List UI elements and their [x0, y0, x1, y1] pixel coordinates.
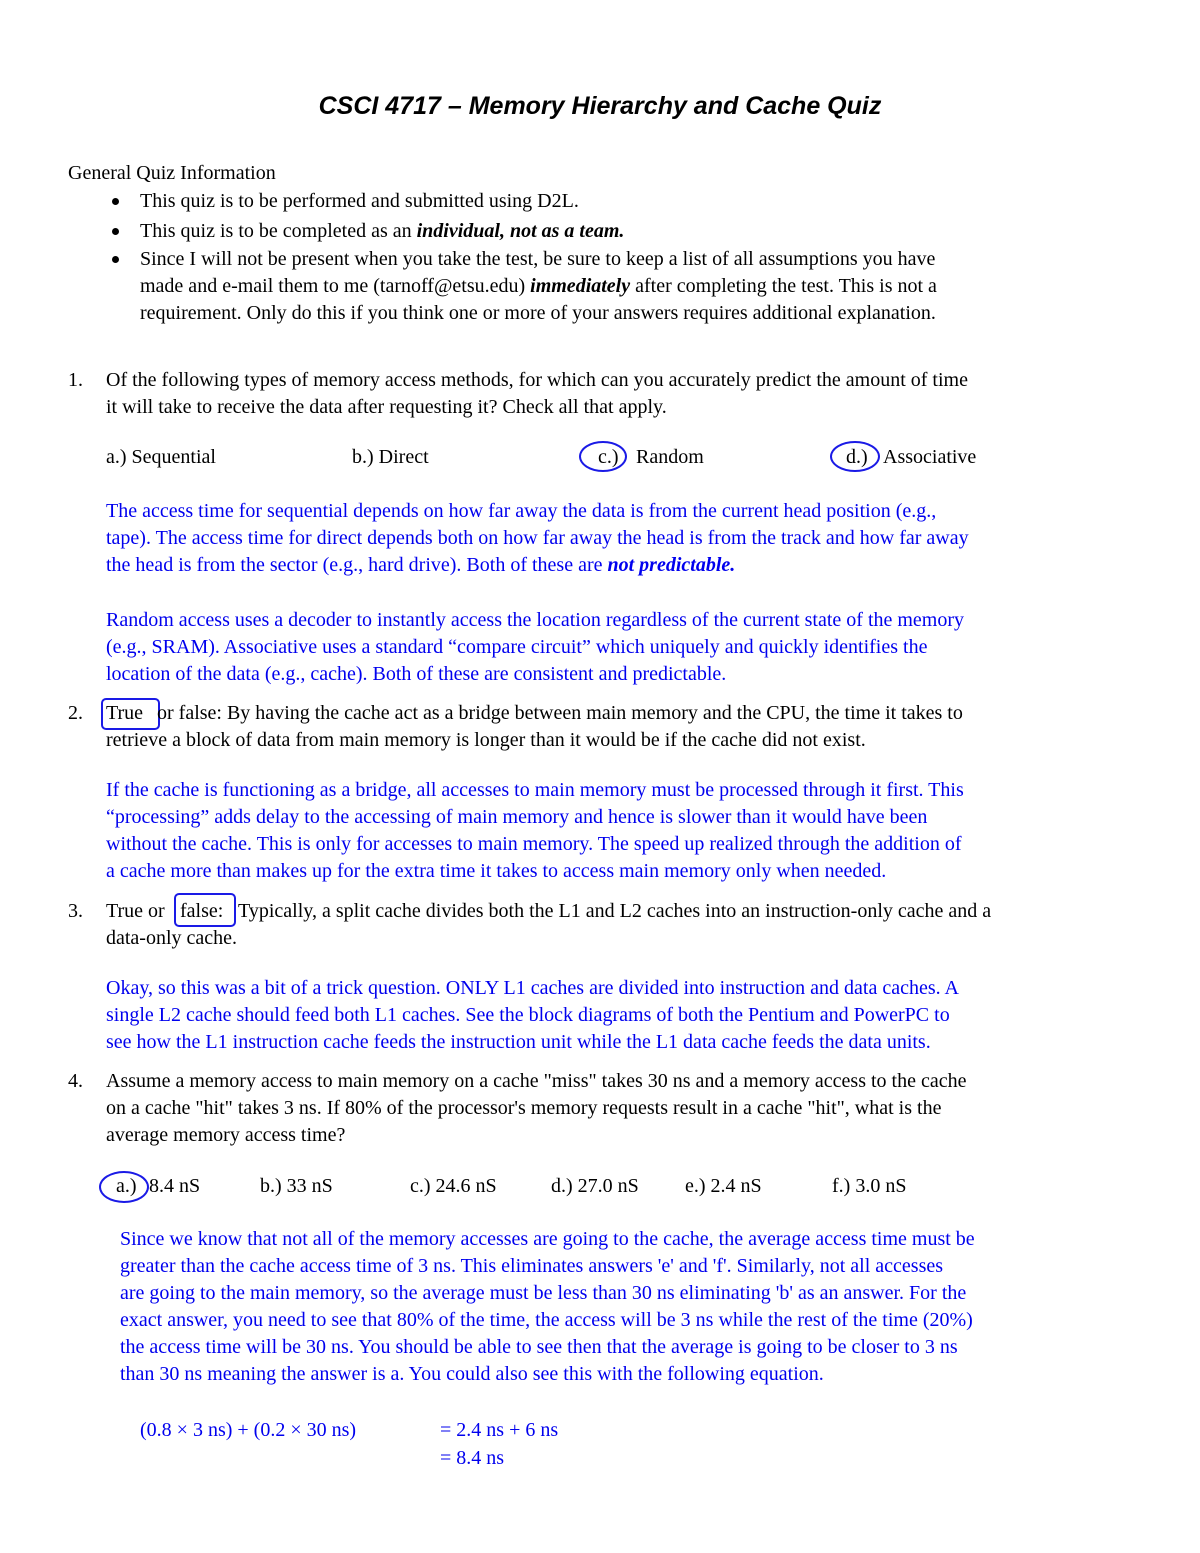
bullet-3-line-2: made and e-mail them to me (tarnoff@etsu.edu) immediately after completing the test. This is not a — [140, 275, 937, 297]
question-2-line-2: retrieve a block of data from main memory is longer than it would be if the cache did not exist. — [106, 729, 866, 751]
question-3-line-2: data-only cache. — [106, 927, 238, 949]
q1-answer-line: The access time for sequential depends on how far away the data is from the current head position (e.g., — [106, 500, 937, 522]
question-4-line-3: average memory access time? — [106, 1124, 346, 1146]
q4-answer-line: are going to the main memory, so the average must be less than 30 ns eliminating 'b' as an answer. For the — [120, 1282, 967, 1304]
q1-choice-d[interactable]: d.) — [846, 446, 868, 468]
question-1-line-1: Of the following types of memory access methods, for which can you accurately predict the amount of time — [106, 369, 968, 391]
q2-answer-line: a cache more than makes up for the extra time it takes to access main memory only when needed. — [106, 860, 887, 882]
q4-choice-c[interactable]: c.) 24.6 nS — [410, 1175, 497, 1197]
q1-answer-line: the head is from the sector (e.g., hard drive). Both of these are not predictable. — [106, 554, 736, 576]
bullet-2-text: This quiz is to be completed as an individual, not as a team. — [140, 220, 625, 242]
q3-true-option[interactable]: True or — [106, 900, 165, 922]
general-info-heading: General Quiz Information — [68, 162, 276, 184]
q3-answer-line: single L2 cache should feed both L1 caches. See the block diagrams of both the Pentium and PowerPC to — [106, 1004, 950, 1026]
page-title: CSCI 4717 – Memory Hierarchy and Cache Quiz — [318, 92, 882, 120]
q1-answer-line: (e.g., SRAM). Associative uses a standard “compare circuit” which uniquely and quickly identifies the — [106, 636, 928, 658]
question-number: 2. — [68, 702, 83, 724]
q4-choice-d[interactable]: d.) 27.0 nS — [551, 1175, 639, 1197]
equation-rhs-1: = 2.4 ns + 6 ns — [440, 1419, 559, 1441]
question-number: 4. — [68, 1070, 83, 1092]
equation-rhs-2: = 8.4 ns — [440, 1447, 505, 1469]
q4-answer-line: exact answer, you need to see that 80% of the time, the access will be 3 ns while the rest of the time (20%) — [120, 1309, 973, 1331]
q1-answer-line: Random access uses a decoder to instantly access the location regardless of the current state of the memory — [106, 609, 965, 631]
q1-choice-d-label: Associative — [883, 446, 977, 468]
q2-answer-line: “processing” adds delay to the accessing of main memory and hence is slower than it would have been — [106, 806, 928, 828]
q4-choice-a[interactable]: a.) — [116, 1175, 137, 1197]
q3-answer-line: see how the L1 instruction cache feeds the instruction unit while the L1 data cache feeds the data units. — [106, 1031, 931, 1053]
q4-answer-line: the access time will be 30 ns. You should be able to see then that the average is going to be closer to 3 ns — [120, 1336, 958, 1358]
question-2-line-1: or false: By having the cache act as a bridge between main memory and the CPU, the time it takes to — [157, 702, 963, 724]
q4-answer-line: greater than the cache access time of 3 ns. This eliminates answers 'e' and 'f'. Similarly, not all accesses — [120, 1255, 944, 1277]
q1-choice-a[interactable]: a.) Sequential — [106, 446, 216, 468]
question-number: 3. — [68, 900, 83, 922]
question-1-line-2: it will take to receive the data after requesting it? Check all that apply. — [106, 396, 667, 418]
q4-answer-line: than 30 ns meaning the answer is a. You could also see this with the following equation. — [120, 1363, 824, 1385]
question-4-line-1: Assume a memory access to main memory on a cache "miss" takes 30 ns and a memory access to the cache — [106, 1070, 967, 1092]
q1-answer-line: tape). The access time for direct depends both on how far away the head is from the track and how far away — [106, 527, 969, 549]
bullet-3-line-1: Since I will not be present when you take the test, be sure to keep a list of all assumptions you have — [140, 248, 936, 270]
question-3-line-1: Typically, a split cache divides both the L1 and L2 caches into an instruction-only cache and a — [238, 900, 992, 922]
q4-choice-b[interactable]: b.) 33 nS — [260, 1175, 333, 1197]
q1-choice-c-label: Random — [636, 446, 704, 468]
q3-answer-line: Okay, so this was a bit of a trick question. ONLY L1 caches are divided into instruction and data caches. A — [106, 977, 959, 999]
bullet-1-text: This quiz is to be performed and submitted using D2L. — [140, 190, 579, 212]
q1-choice-b[interactable]: b.) Direct — [352, 446, 429, 468]
question-number: 1. — [68, 369, 83, 391]
q2-answer-line: without the cache. This is only for accesses to main memory. The speed up realized through the addition of — [106, 833, 962, 855]
bullet-3-line-3: requirement. Only do this if you think one or more of your answers requires additional explanation. — [140, 302, 936, 324]
q4-choice-e[interactable]: e.) 2.4 nS — [685, 1175, 762, 1197]
q4-choice-a-value: 8.4 nS — [149, 1175, 201, 1197]
bullet-dot — [112, 198, 119, 205]
q2-answer-line: If the cache is functioning as a bridge, all accesses to main memory must be processed through it first. This — [106, 779, 964, 801]
equation-lhs: (0.8 × 3 ns) + (0.2 × 30 ns) — [140, 1419, 357, 1441]
q1-choice-c[interactable]: c.) — [598, 446, 619, 468]
bullet-dot — [112, 256, 119, 263]
q4-answer-line: Since we know that not all of the memory accesses are going to the cache, the average access time must be — [120, 1228, 975, 1250]
bullet-dot — [112, 228, 119, 235]
question-4-line-2: on a cache "hit" takes 3 ns. If 80% of the processor's memory requests result in a cache "hit", what is the — [106, 1097, 942, 1119]
q2-true-option[interactable]: True — [106, 702, 144, 724]
q1-answer-line: location of the data (e.g., cache). Both of these are consistent and predictable. — [106, 663, 727, 685]
q4-choice-f[interactable]: f.) 3.0 nS — [832, 1175, 907, 1197]
q3-false-option[interactable]: false: — [180, 900, 224, 922]
